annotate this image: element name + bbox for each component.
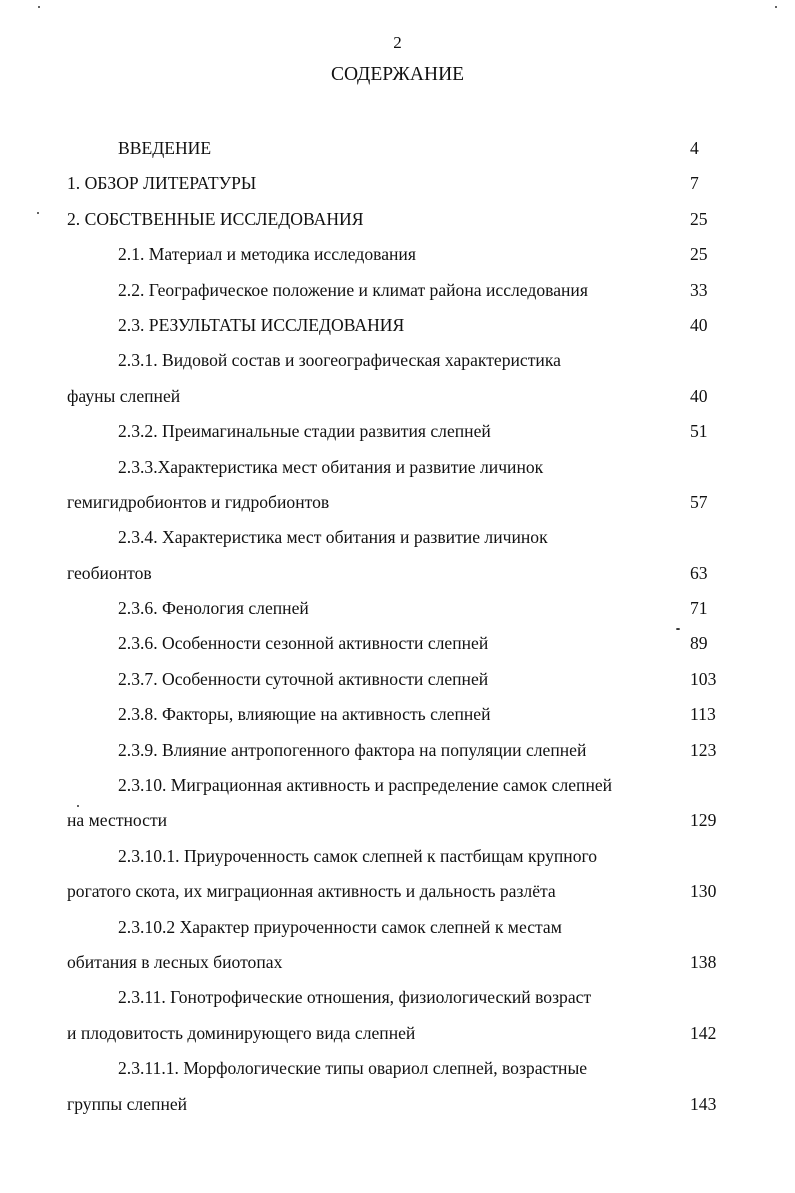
toc-entry-page: 40 bbox=[690, 385, 708, 406]
scan-speck bbox=[676, 628, 680, 630]
scan-speck bbox=[38, 6, 40, 8]
toc-entry bbox=[0, 803, 795, 838]
toc-entry bbox=[0, 733, 795, 768]
toc-entry bbox=[0, 945, 795, 980]
toc-entry-page: 7 bbox=[690, 173, 699, 194]
toc-entry-title: 2.3.7. Особенности суточной активности слепней bbox=[118, 668, 489, 689]
toc-entry-title: 2.3.3.Характеристика мест обитания и развитие личинок bbox=[118, 456, 544, 477]
toc-entry-title: 2.3.11. Гонотрофические отношения, физиологический возраст bbox=[118, 987, 592, 1008]
toc-entry-title: 2.3.6. Фенология слепней bbox=[118, 598, 309, 619]
toc-entry-title: гемигидробионтов и гидробионтов bbox=[67, 491, 330, 512]
toc-entry-page: 25 bbox=[690, 244, 708, 265]
toc-entry-title: рогатого скота, их миграционная активность и дальность разлёта bbox=[67, 881, 556, 902]
toc-entry bbox=[0, 1051, 795, 1086]
toc-entry-page: 40 bbox=[690, 314, 708, 335]
toc-entry-page: 113 bbox=[690, 704, 716, 725]
toc-entry-page: 51 bbox=[690, 421, 708, 442]
scan-speck bbox=[77, 805, 79, 807]
toc-entry bbox=[0, 273, 795, 308]
table-of-contents bbox=[0, 131, 795, 1122]
toc-entry bbox=[0, 414, 795, 449]
toc-entry bbox=[0, 556, 795, 591]
toc-entry-title: 2.3.4. Характеристика мест обитания и развитие личинок bbox=[118, 527, 548, 548]
toc-entry-title: 2.3.1. Видовой состав и зоогеографическая характеристика bbox=[118, 350, 561, 371]
toc-entry bbox=[0, 591, 795, 626]
toc-entry-title: 2.3. РЕЗУЛЬТАТЫ ИССЛЕДОВАНИЯ bbox=[118, 314, 405, 335]
toc-entry-title: 2.3.2. Преимагинальные стадии развития слепней bbox=[118, 421, 491, 442]
toc-entry bbox=[0, 485, 795, 520]
toc-entry-title: 2.3.9. Влияние антропогенного фактора на популяции слепней bbox=[118, 739, 587, 760]
toc-entry-title: 2.3.11.1. Морфологические типы овариол слепней, возрастные bbox=[118, 1058, 588, 1079]
toc-entry-title: 2.3.10. Миграционная активность и распределение самок слепней bbox=[118, 775, 613, 796]
toc-entry bbox=[0, 980, 795, 1015]
toc-entry-page: 89 bbox=[690, 633, 708, 654]
toc-entry bbox=[0, 131, 795, 166]
toc-entry-title: ВВЕДЕНИЕ bbox=[118, 138, 212, 158]
toc-entry-title: 2.3.8. Факторы, влияющие на активность слепней bbox=[118, 704, 491, 725]
toc-entry-title: и плодовитость доминирующего вида слепней bbox=[67, 1022, 416, 1043]
toc-entry-title: обитания в лесных биотопах bbox=[67, 951, 283, 972]
toc-entry-title: группы слепней bbox=[67, 1093, 188, 1114]
page-number: 2 bbox=[393, 33, 402, 52]
toc-entry bbox=[0, 308, 795, 343]
toc-entry bbox=[0, 237, 795, 272]
scan-speck bbox=[37, 212, 39, 214]
toc-entry-page: 130 bbox=[690, 881, 717, 902]
toc-entry bbox=[0, 166, 795, 201]
toc-entry-title: фауны слепней bbox=[67, 385, 181, 406]
toc-entry bbox=[0, 874, 795, 909]
toc-entry bbox=[0, 520, 795, 555]
toc-entry-page: 63 bbox=[690, 562, 708, 583]
toc-entry-title: на местности bbox=[67, 810, 168, 831]
toc-entry bbox=[0, 1087, 795, 1122]
toc-entry-page: 143 bbox=[690, 1093, 717, 1114]
toc-entry-page: 103 bbox=[690, 668, 717, 689]
toc-entry-page: 25 bbox=[690, 208, 708, 229]
toc-entry bbox=[0, 839, 795, 874]
toc-entry-page: 4 bbox=[690, 138, 699, 158]
toc-entry-page: 57 bbox=[690, 491, 708, 512]
page-title: СОДЕРЖАНИЕ bbox=[330, 64, 465, 85]
toc-entry bbox=[0, 626, 795, 661]
toc-entry-title: 2.2. Географическое положение и климат района исследования bbox=[118, 279, 588, 300]
scan-speck bbox=[775, 6, 777, 8]
toc-entry-title: 2.3.10.1. Приуроченность самок слепней к пастбищам крупного bbox=[118, 845, 598, 866]
toc-entry bbox=[0, 202, 795, 237]
toc-entry bbox=[0, 450, 795, 485]
toc-entry bbox=[0, 343, 795, 378]
toc-entry-title: геобионтов bbox=[67, 562, 152, 583]
toc-entry-title: 1. ОБЗОР ЛИТЕРАТУРЫ bbox=[67, 173, 257, 194]
toc-entry bbox=[0, 379, 795, 414]
toc-entry-page: 138 bbox=[690, 951, 717, 972]
toc-entry-page: 142 bbox=[690, 1022, 717, 1043]
toc-entry-page: 71 bbox=[690, 598, 708, 619]
toc-entry-title: 2.1. Материал и методика исследования bbox=[118, 244, 416, 265]
toc-entry bbox=[0, 1016, 795, 1051]
toc-entry-title: 2. СОБСТВЕННЫЕ ИССЛЕДОВАНИЯ bbox=[67, 208, 364, 229]
toc-entry-page: 129 bbox=[690, 810, 717, 831]
toc-entry-title: 2.3.10.2 Характер приуроченности самок слепней к местам bbox=[118, 916, 562, 937]
toc-entry bbox=[0, 662, 795, 697]
toc-entry bbox=[0, 910, 795, 945]
toc-entry-title: 2.3.6. Особенности сезонной активности слепней bbox=[118, 633, 489, 654]
toc-entry-page: 33 bbox=[690, 279, 708, 300]
toc-entry bbox=[0, 768, 795, 803]
toc-entry bbox=[0, 697, 795, 732]
toc-entry-page: 123 bbox=[690, 739, 717, 760]
